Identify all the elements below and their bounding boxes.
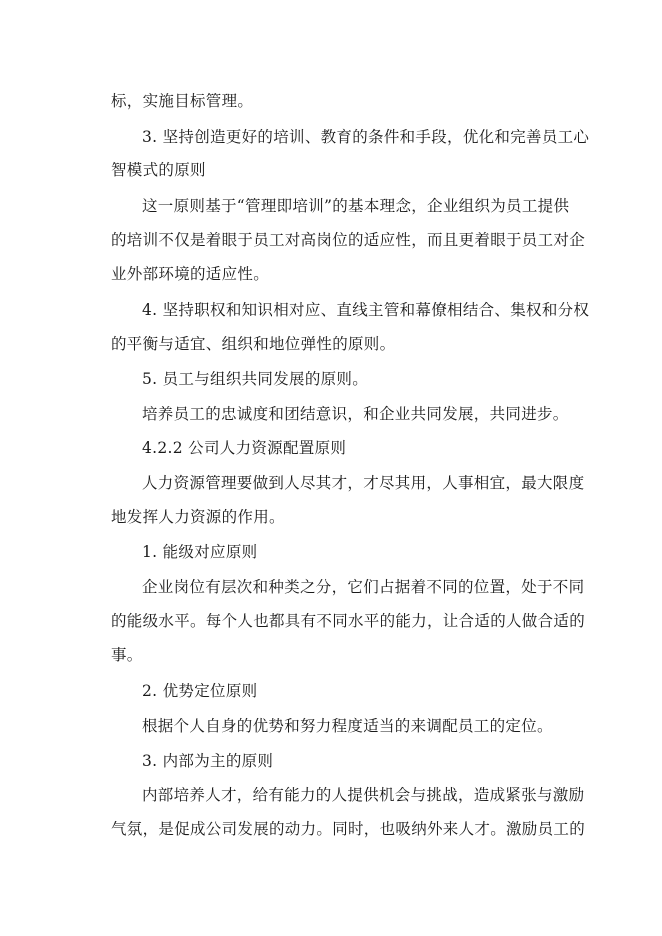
paragraph-line: 地发挥人力资源的作用。 xyxy=(111,508,285,526)
paragraph-line: 事。 xyxy=(111,646,143,664)
section-heading: 4.2.2 公司人力资源配置原则 xyxy=(142,439,347,457)
paragraph-line: 气氛，是促成公司发展的动力。同时，也吸纳外来人才。激励员工的 xyxy=(111,820,586,838)
paragraph-line: 的培训不仅是着眼于员工对高岗位的适应性，而且更着眼于员工对企 xyxy=(111,231,586,249)
numbered-item-5: 5. 员工与组织共同发展的原则。 xyxy=(142,370,369,388)
paragraph-line: 培养员工的忠诚度和团结意识，和企业共同发展，共同进步。 xyxy=(142,405,569,423)
numbered-item-3-line: 智模式的原则 xyxy=(111,161,206,179)
numbered-item-1: 1. 能级对应原则 xyxy=(142,543,258,561)
numbered-item-3-line: 3. 坚持创造更好的培训、教育的条件和手段，优化和完善员工心 xyxy=(142,128,590,146)
paragraph-line: 这一原则基于“管理即培训”的基本理念，企业组织为员工提供 xyxy=(142,197,570,215)
paragraph-line: 的能级水平。每个人也都具有不同水平的能力，让合适的人做合适的 xyxy=(111,612,586,630)
numbered-item-4-line: 4. 坚持职权和知识相对应、直线主管和幕僚相结合、集权和分权 xyxy=(142,301,590,319)
paragraph-line: 内部培养人才，给有能力的人提供机会与挑战，造成紧张与激励 xyxy=(142,786,585,804)
paragraph-line: 根据个人自身的优势和努力程度适当的来调配员工的定位。 xyxy=(142,717,553,735)
paragraph-line: 人力资源管理要做到人尽其才，才尽其用，人事相宜，最大限度 xyxy=(142,474,585,492)
paragraph-line: 业外部环境的适应性。 xyxy=(111,265,270,283)
paragraph-line: 企业岗位有层次和种类之分，它们占据着不同的位置，处于不同 xyxy=(142,578,585,596)
numbered-item-4-line: 的平衡与适宜、组织和地位弹性的原则。 xyxy=(111,335,396,353)
paragraph-line: 标，实施目标管理。 xyxy=(111,92,254,110)
numbered-item-2: 2. 优势定位原则 xyxy=(142,682,258,700)
numbered-item-3: 3. 内部为主的原则 xyxy=(142,752,274,770)
